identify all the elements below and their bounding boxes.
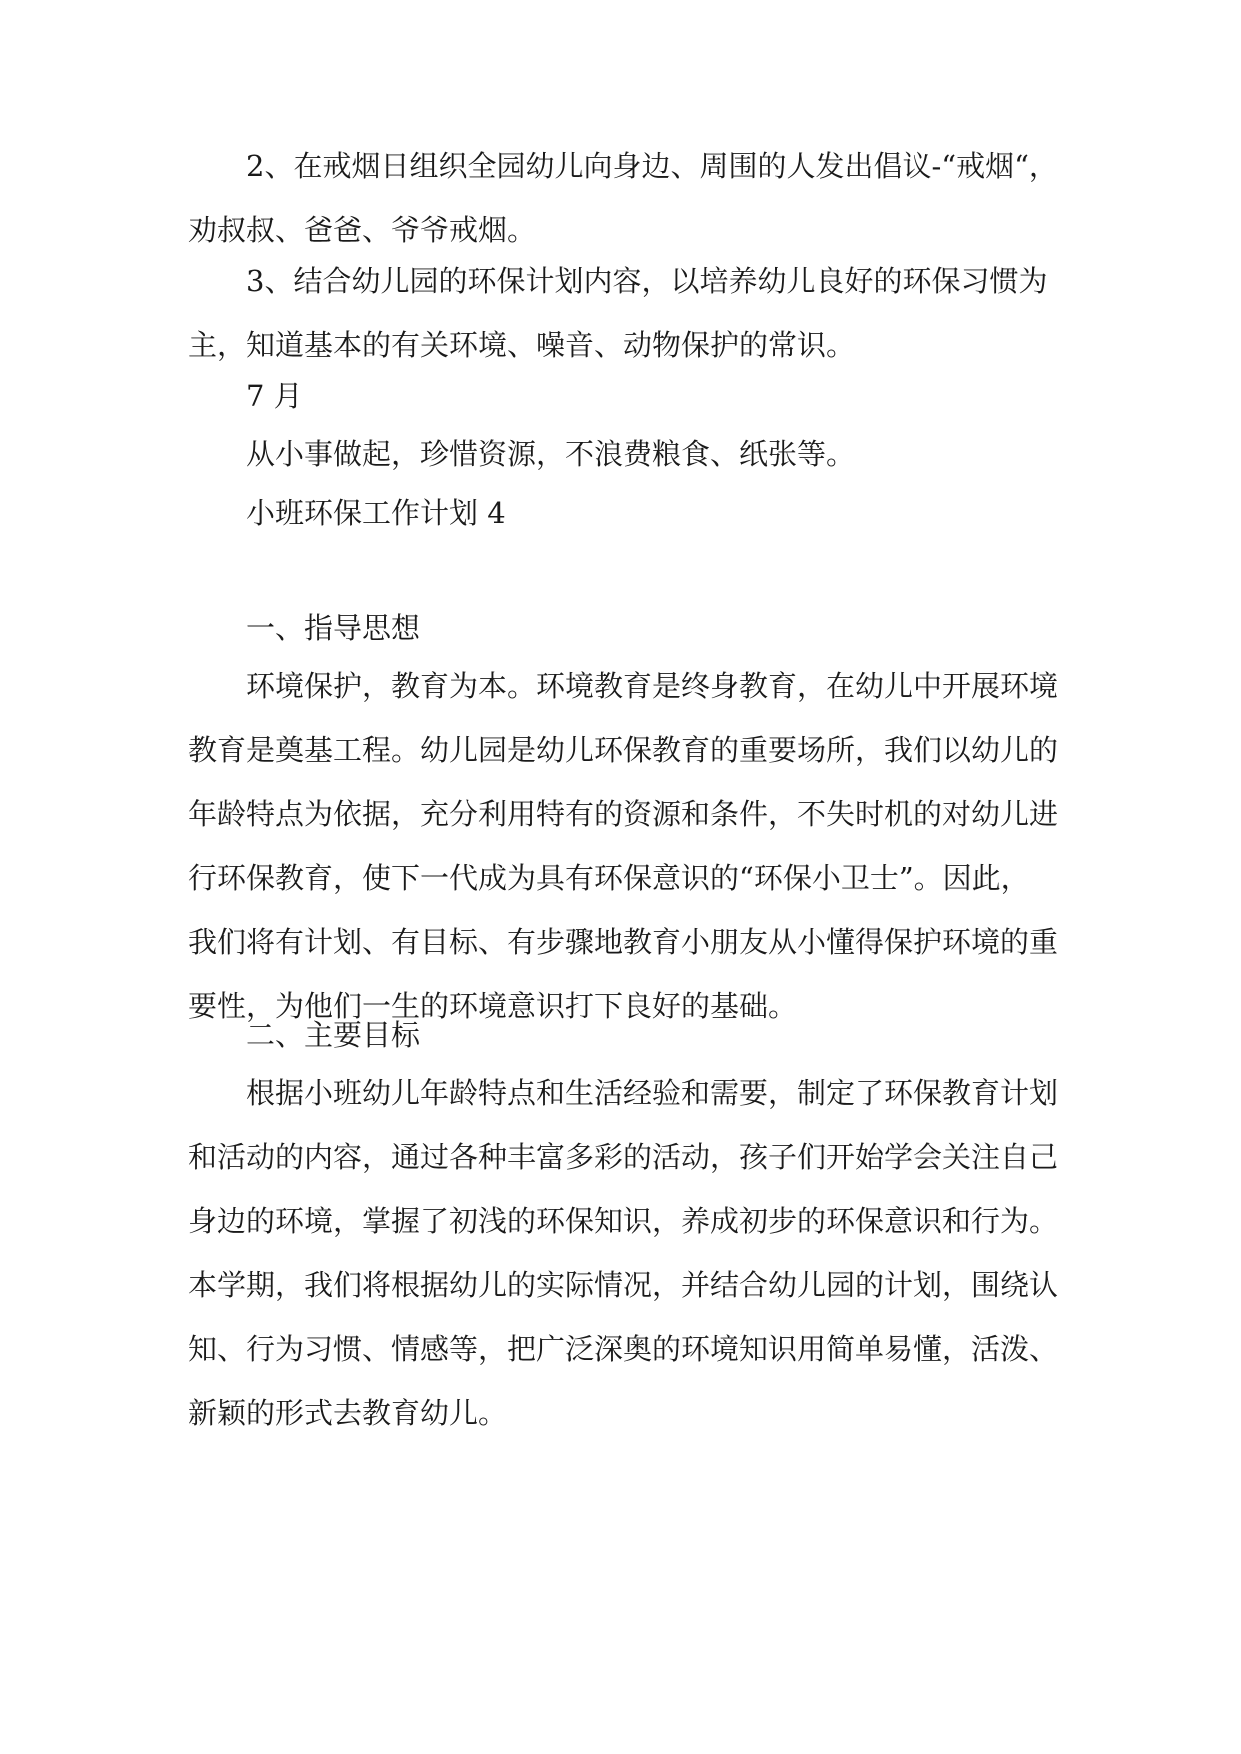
text-line: 和活动的内容，通过各种丰富多彩的活动，孩子们开始学会关注自己 <box>188 1140 1059 1174</box>
text-line: 教育是奠基工程。幼儿园是幼儿环保教育的重要场所，我们以幼儿的 <box>188 733 1059 767</box>
text-line: 3、结合幼儿园的环保计划内容，以培养幼儿良好的环保习惯为 <box>246 264 1048 298</box>
paragraph-smoking-day <box>188 134 1068 262</box>
text-line: 7 月 <box>246 379 303 413</box>
text-line: 一、指导思想 <box>246 611 421 645</box>
text-line: 要性，为他们一生的环境意识打下良好的基础。 <box>188 989 798 1023</box>
text-line: 本学期，我们将根据幼儿的实际情况，并结合幼儿园的计划，围绕认 <box>188 1268 1059 1302</box>
text-line: 知、行为习惯、情感等，把广泛深奥的环境知识用简单易懂，活泼、 <box>188 1332 1059 1366</box>
text-line: 年龄特点为依据，充分利用特有的资源和条件，不失时机的对幼儿进 <box>188 797 1059 831</box>
heading-guiding-thought <box>188 596 1068 660</box>
text-line: 环境保护，教育为本。环境教育是终身教育，在幼儿中开展环境 <box>246 669 1059 703</box>
text-line: 根据小班幼儿年龄特点和生活经验和需要，制定了环保教育计划 <box>246 1076 1059 1110</box>
text-line: 二、主要目标 <box>246 1018 421 1052</box>
text-line: 小班环保工作计划 4 <box>246 496 506 530</box>
month-heading <box>188 364 1068 428</box>
text-line: 行环保教育，使下一代成为具有环保意识的“环保小卫士”。因此， <box>188 861 1030 895</box>
heading-main-goals <box>188 1003 1068 1067</box>
paragraph-environment-plan <box>188 249 1068 377</box>
text-line: 劝叔叔、爸爸、爷爷戒烟。 <box>188 213 537 247</box>
paragraph-guiding-thought <box>188 654 1068 1038</box>
section-title <box>188 481 1068 545</box>
text-line: 主，知道基本的有关环境、噪音、动物保护的常识。 <box>188 328 856 362</box>
text-line: 2、在戒烟日组织全园幼儿向身边、周围的人发出倡议-“戒烟“， <box>246 149 1058 183</box>
text-line: 新颖的形式去教育幼儿。 <box>188 1396 508 1430</box>
text-line: 身边的环境，掌握了初浅的环保知识，养成初步的环保意识和行为。 <box>188 1204 1059 1238</box>
text-line: 从小事做起，珍惜资源，不浪费粮食、纸张等。 <box>246 437 856 471</box>
text-line: 我们将有计划、有目标、有步骤地教育小朋友从小懂得保护环境的重 <box>188 925 1059 959</box>
paragraph-save-resources <box>188 422 1068 486</box>
paragraph-main-goals <box>188 1061 1068 1445</box>
